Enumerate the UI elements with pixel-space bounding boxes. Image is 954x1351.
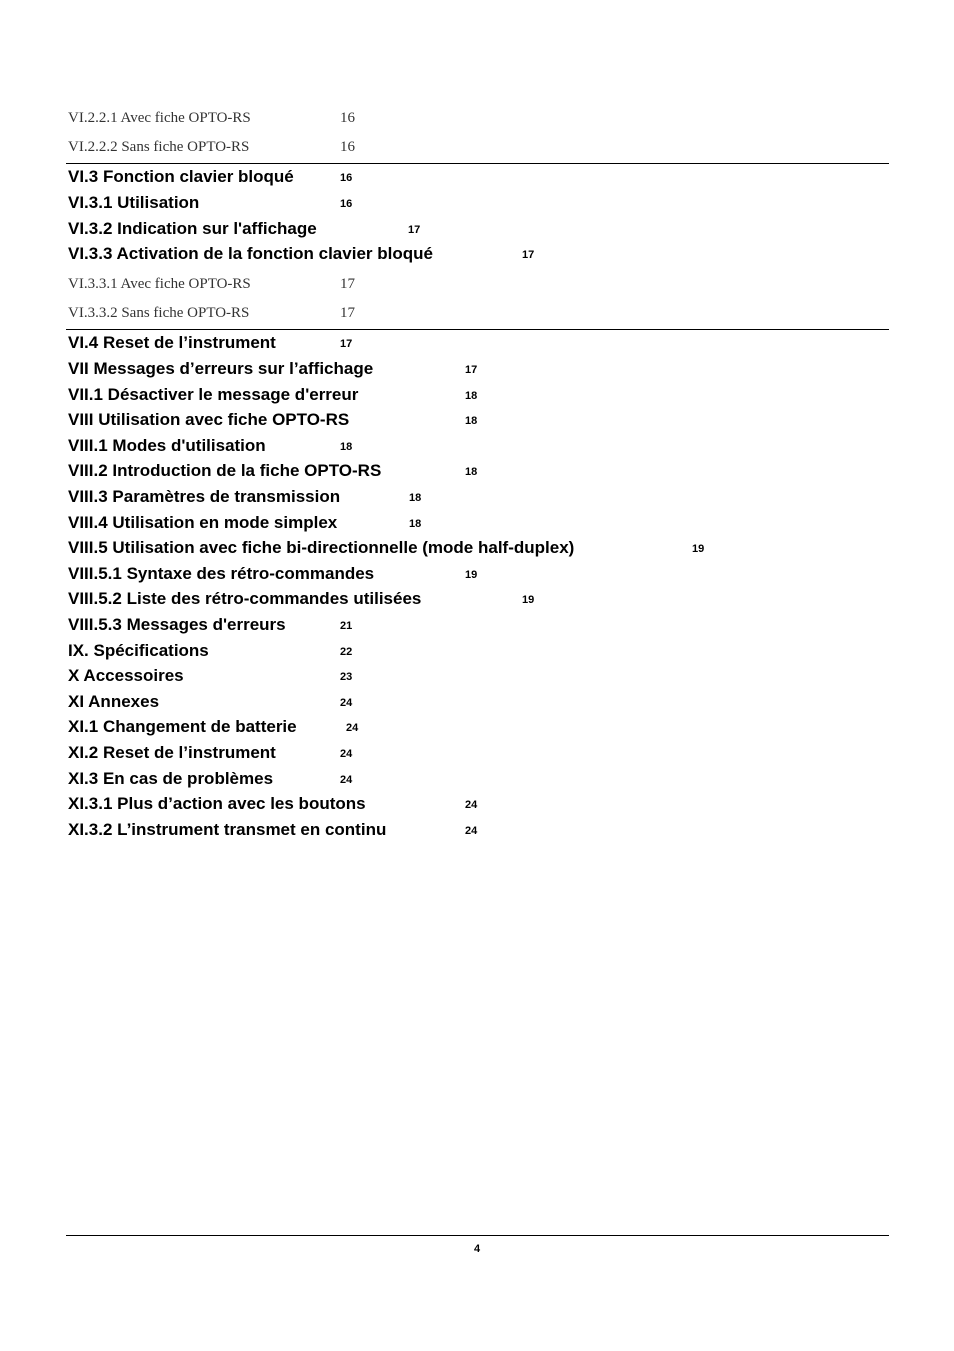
toc-entry-title: VI.2.2.1 Avec fiche OPTO-RS [68, 110, 251, 126]
toc-entry-title: XI.2 Reset de l’instrument [68, 743, 276, 762]
section-divider [66, 329, 889, 330]
toc-entry-title: VIII.5.2 Liste des rétro-commandes utilisées [68, 589, 422, 608]
toc-entry-page: 24 [465, 825, 478, 837]
toc-entry-title: XI.3.1 Plus d’action avec les boutons [68, 794, 366, 813]
toc-entry-title: VI.4 Reset de l’instrument [68, 333, 276, 352]
toc-entry-title: VI.3.1 Utilisation [68, 193, 200, 212]
toc-entry-title: X Accessoires [68, 666, 184, 685]
toc-entry-page: 16 [340, 172, 353, 184]
toc-entry-title: VII Messages d’erreurs sur l’affichage [68, 359, 374, 378]
toc-entry-page: 16 [340, 110, 355, 126]
toc-entry-title: XI.1 Changement de batterie [68, 717, 297, 736]
toc-entry-title: VI.3.3 Activation de la fonction clavier bloqué [68, 244, 433, 263]
toc-entry-page: 23 [340, 671, 353, 683]
toc-entry-page: 17 [522, 249, 535, 261]
toc-entry-title: VIII.2 Introduction de la fiche OPTO-RS [68, 461, 382, 480]
toc-entry-title: VIII.5.1 Syntaxe des rétro-commandes [68, 564, 375, 583]
toc-entry-title: VIII.3 Paramètres de transmission [68, 487, 341, 506]
toc-entry-page: 18 [465, 390, 478, 402]
toc-entry-title: VIII.1 Modes d'utilisation [68, 436, 266, 455]
toc-entry-page: 16 [340, 139, 355, 155]
section-divider [66, 163, 889, 164]
toc-entry-title: XI Annexes [68, 692, 160, 711]
toc-entry-page: 17 [408, 224, 421, 236]
toc-entry-page: 18 [409, 492, 422, 504]
toc-entry-title: VI.3.3.1 Avec fiche OPTO-RS [68, 276, 251, 292]
toc-entry-page: 21 [340, 620, 353, 632]
toc-entry-title: XI.3 En cas de problèmes [68, 769, 274, 788]
toc-entry-title: VIII Utilisation avec fiche OPTO-RS [68, 410, 350, 429]
toc-entry-page: 24 [340, 697, 353, 709]
toc-entry-page: 24 [465, 799, 478, 811]
toc-entry-page: 18 [409, 518, 422, 530]
toc-entry-page: 19 [692, 543, 705, 555]
page-number: 4 [473, 1243, 481, 1255]
toc-entry-title: XI.3.2 L’instrument transmet en continu [68, 820, 387, 839]
toc-entry-page: 24 [340, 774, 353, 786]
toc-entry-page: 18 [465, 466, 478, 478]
toc-entry-page: 18 [340, 441, 353, 453]
toc-entry-page: 17 [340, 305, 355, 321]
toc-entry-title: VIII.5 Utilisation avec fiche bi-directionnelle (mode half-duplex) [68, 538, 575, 557]
toc-entry-page: 19 [465, 569, 478, 581]
toc-entry-page: 18 [465, 415, 478, 427]
toc-entry-title: VI.2.2.2 Sans fiche OPTO-RS [68, 139, 250, 155]
toc-entry-title: IX. Spécifications [68, 641, 209, 660]
toc-entry-title: VI.3.3.2 Sans fiche OPTO-RS [68, 305, 250, 321]
toc-entry-page: 17 [340, 338, 353, 350]
toc-entry-title: VII.1 Désactiver le message d'erreur [68, 385, 359, 404]
toc-entry-page: 19 [522, 594, 535, 606]
toc-entry-page: 22 [340, 646, 353, 658]
toc-entry-page: 16 [340, 198, 353, 210]
footer-divider [66, 1235, 889, 1236]
toc-entry-title: VI.3.2 Indication sur l'affichage [68, 219, 317, 238]
toc-entry-title: VI.3 Fonction clavier bloqué [68, 167, 294, 186]
toc-entry-page: 24 [346, 722, 359, 734]
toc-entry-title: VIII.4 Utilisation en mode simplex [68, 513, 338, 532]
toc-entry-title: VIII.5.3 Messages d'erreurs [68, 615, 286, 634]
toc-entry-page: 17 [465, 364, 478, 376]
toc-entry-page: 24 [340, 748, 353, 760]
toc-entry-page: 17 [340, 276, 355, 292]
